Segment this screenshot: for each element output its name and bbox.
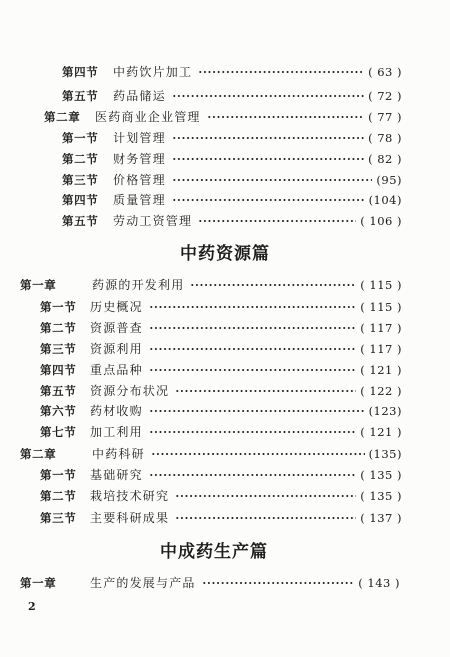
part-heading-patent-medicine: 中成药生产篇 [160,542,268,562]
dot-leader [172,157,364,161]
entry-number: 第二章 [44,110,81,124]
entry-title: 栽培技术研究 [90,489,170,503]
toc-entry [40,467,402,483]
dot-leader [175,494,356,498]
toc-entry [40,341,402,357]
toc-chapter-entry [44,109,402,125]
toc-entry [40,403,402,419]
entry-title: 基础研究 [90,468,143,482]
entry-page: ( 106 ) [360,214,402,228]
entry-number: 第二节 [40,489,77,503]
entry-title: 计划管理 [113,131,166,145]
entry-number: 第二节 [40,321,77,335]
entry-number: 第四节 [62,65,99,79]
entry-number: 第一章 [20,576,57,590]
dot-leader [149,305,356,309]
dot-leader [172,136,364,140]
entry-title: 价格管理 [113,173,166,187]
entry-title: 药材收购 [90,404,143,418]
entry-title: 中药饮片加工 [113,65,193,79]
dot-leader [172,94,364,98]
dot-leader [151,452,365,456]
toc-entry [40,424,402,440]
part-heading-resources: 中药资源篇 [180,244,270,264]
entry-page: ( 137 ) [360,511,402,525]
dot-leader [149,368,356,372]
toc-entry [62,151,402,167]
toc-entry [40,510,402,526]
entry-page: ( 82 ) [368,152,402,166]
entry-page: ( 72 ) [368,89,402,103]
entry-number: 第七节 [40,425,77,439]
entry-page: (104) [368,193,402,207]
dot-leader [202,581,355,585]
entry-page: ( 121 ) [360,363,402,377]
entry-page: ( 135 ) [360,489,402,503]
page-number: 2 [28,600,36,613]
entry-number: 第三节 [62,173,99,187]
entry-number: 第六节 [40,404,77,418]
toc-entry [40,362,402,378]
entry-page: ( 117 ) [360,342,402,356]
entry-title: 资源普查 [90,321,143,335]
entry-title: 生产的发展与产品 [90,576,196,590]
entry-title: 财务管理 [113,152,166,166]
entry-number: 第五节 [40,384,77,398]
dot-leader [175,389,356,393]
entry-title: 质量管理 [113,193,166,207]
entry-title: 重点品种 [90,363,143,377]
entry-number: 第四节 [40,363,77,377]
entry-page: (95) [376,173,402,187]
toc-entry [40,320,402,336]
toc-entry [62,88,402,104]
entry-title: 主要科研成果 [90,511,170,525]
entry-title: 资源利用 [90,342,143,356]
entry-title: 加工利用 [90,425,143,439]
toc-chapter-entry [20,277,402,293]
entry-title: 资源分布状况 [90,384,170,398]
entry-number: 第三节 [40,511,77,525]
dot-leader [198,70,364,74]
toc-chapter-entry [20,575,400,591]
entry-number: 第二节 [62,152,99,166]
entry-page: ( 117 ) [360,321,402,335]
dot-leader [172,198,365,202]
entry-page: ( 77 ) [368,110,402,124]
dot-leader [175,516,356,520]
entry-page: ( 135 ) [360,468,402,482]
entry-number: 第一章 [20,278,57,292]
entry-number: 第一节 [40,468,77,482]
entry-number: 第五节 [62,89,99,103]
toc-entry [62,172,402,188]
entry-title: 药品储运 [113,89,166,103]
entry-page: (123) [368,404,402,418]
dot-leader [149,473,356,477]
toc-entry [62,64,402,80]
toc-entry [62,130,402,146]
entry-page: ( 115 ) [360,300,402,314]
entry-page: ( 122 ) [360,384,402,398]
entry-title: 历史概况 [90,300,143,314]
entry-title: 医药商业企业管理 [95,110,201,124]
entry-number: 第五节 [62,214,99,228]
entry-page: ( 63 ) [368,65,402,79]
toc-entry [40,299,402,315]
entry-page: (135) [368,447,402,461]
dot-leader [149,347,356,351]
entry-page: ( 143 ) [358,576,400,590]
dot-leader [172,178,373,182]
toc-entry [62,213,402,229]
dot-leader [149,430,356,434]
entry-title: 中药科研 [92,447,145,461]
dot-leader [207,115,364,119]
dot-leader [198,219,356,223]
toc-entry [40,488,402,504]
entry-number: 第四节 [62,193,99,207]
dot-leader [149,326,356,330]
entry-page: ( 121 ) [360,425,402,439]
entry-title: 劳动工资管理 [113,214,193,228]
dot-leader [190,283,356,287]
entry-title: 药源的开发利用 [92,278,185,292]
toc-entry [62,192,402,208]
toc-entry [40,383,402,399]
dot-leader [149,409,365,413]
entry-number: 第一节 [62,131,99,145]
entry-number: 第一节 [40,300,77,314]
entry-page: ( 78 ) [368,131,402,145]
entry-number: 第二章 [20,447,57,461]
entry-page: ( 115 ) [360,278,402,292]
entry-number: 第三节 [40,342,77,356]
toc-chapter-entry [20,446,402,462]
